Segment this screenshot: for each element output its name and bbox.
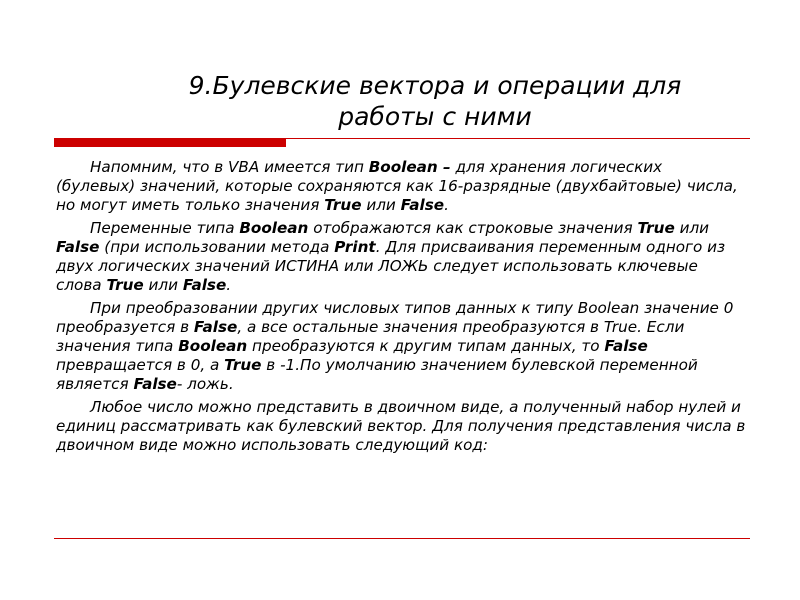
paragraph-text: Переменные типа: [90, 219, 240, 237]
paragraph-text: При преобразовании других числовых типов данных к типу Boolean значение 0 преобразуется в: [56, 299, 734, 336]
paragraph-text: , а все остальные значения преобразуются в True. Если значения типа: [56, 318, 685, 355]
paragraph-2: [56, 219, 746, 295]
keyword-text: True: [224, 356, 262, 374]
slide-title-line-2: работы с ними: [338, 102, 532, 131]
footer-rule: [54, 538, 750, 539]
title-underline-thick: [54, 138, 286, 147]
paragraph-text: Любое число можно представить в двоичном виде, а полученный набор нулей и единиц рассматривать как булевский вектор. Для получения представления числа в двоичном виде можно использовать следующий код:: [56, 398, 746, 454]
paragraph-text: - ложь.: [176, 375, 234, 393]
paragraph-text: преобразуются к другим типам данных, то: [247, 337, 605, 355]
slide-title: [60, 70, 750, 132]
title-underline-thin: [286, 138, 750, 139]
paragraph-text: или: [361, 196, 401, 214]
paragraph-text: . Для присваивания переменным одного из двух логических значений ИСТИНА или ЛОЖЬ следует использовать ключевые слова: [56, 238, 726, 294]
keyword-text: Boolean: [178, 337, 248, 355]
keyword-text: Boolean –: [368, 158, 451, 176]
paragraph-text: Напомним, что в VBA имеется тип: [90, 158, 369, 176]
paragraph-text: отображаются как строковые значения: [308, 219, 638, 237]
paragraph-text: (при использовании метода: [99, 238, 335, 256]
keyword-text: True: [324, 196, 362, 214]
keyword-text: False: [182, 276, 227, 294]
keyword-text: False: [56, 238, 100, 256]
slide-title-line-1: 9.Булевские вектора и операции для: [188, 71, 682, 100]
keyword-text: False: [133, 375, 177, 393]
keyword-text: True: [637, 219, 675, 237]
keyword-text: Boolean: [239, 219, 309, 237]
slide-body-text: [56, 158, 746, 459]
paragraph-text: или: [674, 219, 710, 237]
keyword-text: False: [400, 196, 445, 214]
paragraph-4: [56, 398, 746, 455]
keyword-text: False: [193, 318, 238, 336]
paragraph-text: .: [226, 276, 232, 294]
paragraph-text: превращается в 0, а: [56, 356, 225, 374]
keyword-text: False: [604, 337, 648, 355]
paragraph-text: для хранения логических (булевых) значений, которые сохраняются как 16-разрядные (двухбайтовые) числа, но могут иметь только значения: [56, 158, 738, 214]
paragraph-text: .: [444, 196, 449, 214]
paragraph-1: [56, 158, 746, 215]
paragraph-text: или: [143, 276, 183, 294]
keyword-text: Print: [334, 238, 376, 256]
keyword-text: True: [106, 276, 144, 294]
paragraph-3: [56, 299, 746, 394]
paragraph-text: в -1.По умолчанию значением булевской переменной является: [56, 356, 698, 393]
